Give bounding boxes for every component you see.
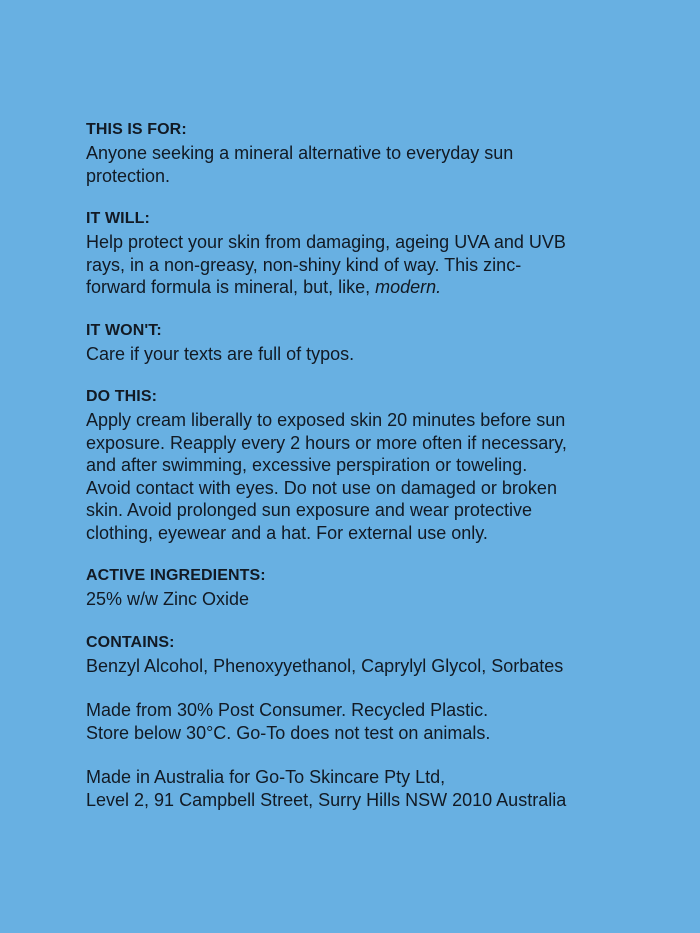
section-it-will: [86, 209, 646, 299]
section-body: [86, 343, 646, 366]
body-line-text: forward formula is mineral, but, like,: [86, 277, 376, 297]
body-line: 25% w/w Zinc Oxide: [86, 589, 250, 609]
body-line: [86, 276, 646, 299]
body-line: Level 2, 91 Campbell Street, Surry Hills NSW 2010 Australia: [86, 789, 567, 810]
section-body: [86, 588, 646, 611]
body-line: clothing, eyewear and a hat. For external use only.: [86, 522, 488, 543]
section-heading: IT WILL:: [86, 210, 150, 227]
section-body: [86, 655, 646, 678]
section-this-is-for: [86, 120, 646, 187]
section-body: [86, 699, 646, 744]
body-line: Avoid contact with eyes. Do not use on damaged or broken: [86, 477, 557, 498]
body-line: Made in Australia for Go-To Skincare Pty Ltd,: [86, 767, 446, 787]
section-recycling: [86, 699, 646, 744]
body-line: Benzyl Alcohol, Phenoxyyethanol, Caprylyl Glycol, Sorbates: [86, 655, 564, 676]
section-do-this: [86, 387, 646, 544]
body-line: Anyone seeking a mineral alternative to everyday sun: [86, 143, 514, 163]
section-heading: IT WON'T:: [86, 321, 162, 339]
section-contains: [86, 633, 646, 678]
body-line: Made from 30% Post Consumer. Recycled Plastic.: [86, 700, 489, 720]
section-manufacturer: [86, 766, 646, 811]
section-active-ingredients: [86, 566, 646, 611]
body-line: rays, in a non-greasy, non-shiny kind of way. This zinc-: [86, 254, 522, 275]
body-line: skin. Avoid prolonged sun exposure and wear protective: [86, 500, 532, 520]
body-line: exposure. Reapply every 2 hours or more often if necessary,: [86, 432, 567, 453]
body-line: Care if your texts are full of typos.: [86, 343, 355, 364]
section-heading: THIS IS FOR:: [86, 121, 187, 138]
body-line: and after swimming, excessive perspiration or toweling.: [86, 455, 528, 475]
section-it-wont: [86, 321, 646, 366]
body-line: Apply cream liberally to exposed skin 20 minutes before sun: [86, 410, 566, 430]
section-heading: CONTAINS:: [86, 633, 175, 651]
body-line: Store below 30°C. Go-To does not test on animals.: [86, 722, 491, 743]
label-text-block: [86, 120, 646, 833]
section-heading: DO THIS:: [86, 388, 158, 405]
section-body: [86, 231, 646, 299]
section-heading: ACTIVE INGREDIENTS:: [86, 567, 266, 584]
body-line: protection.: [86, 165, 171, 186]
section-body: [86, 142, 646, 187]
body-line: Help protect your skin from damaging, ageing UVA and UVB: [86, 232, 566, 252]
section-body: [86, 409, 646, 544]
section-body: [86, 766, 646, 811]
emphasis-text: modern.: [375, 277, 442, 297]
